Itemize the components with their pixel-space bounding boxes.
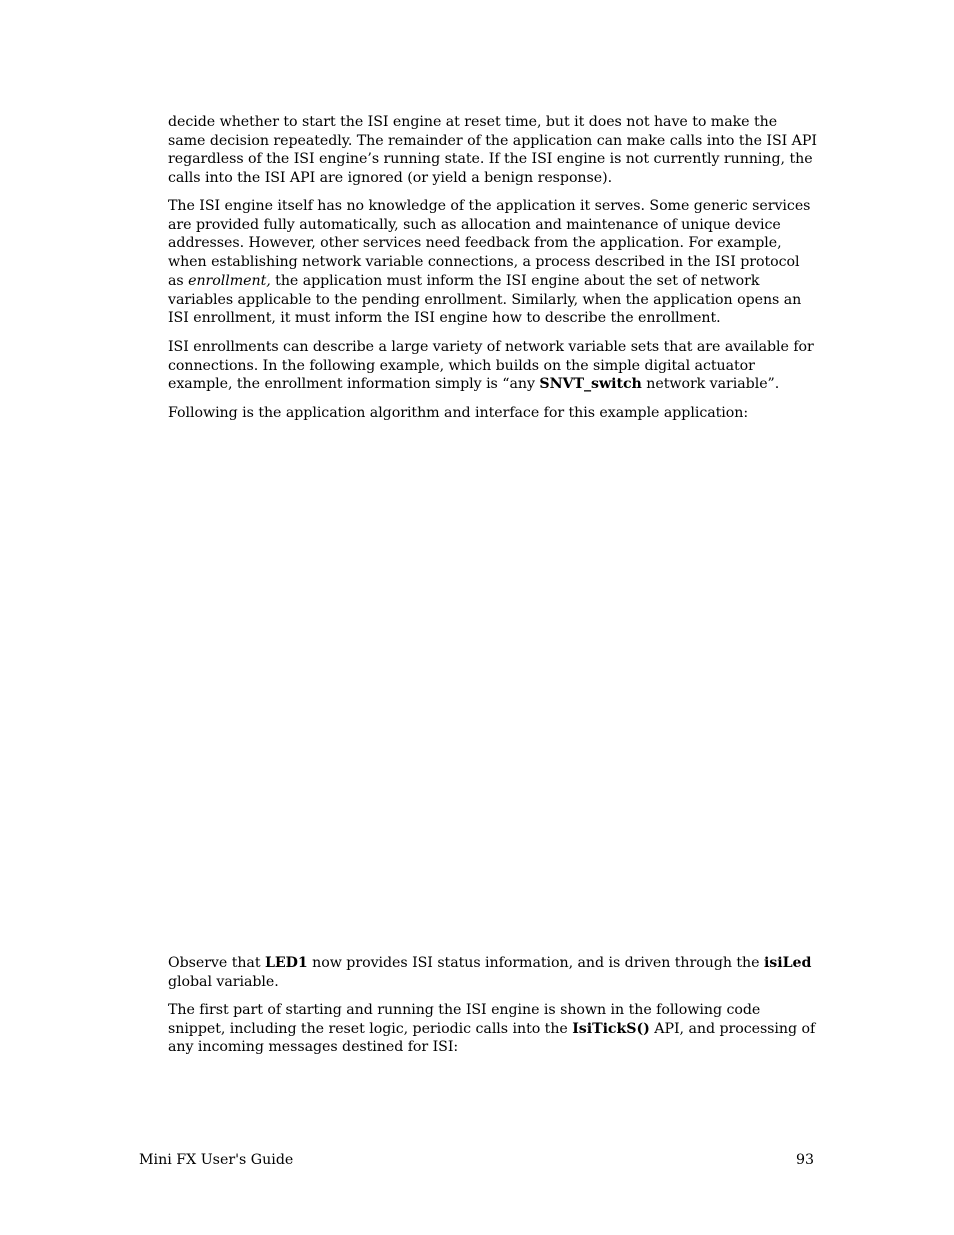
strong-isiticks: IsiTickS() — [572, 1020, 650, 1037]
strong-snvt-switch: SNVT_switch — [539, 376, 642, 393]
paragraph-text: now provides ISI status information, and is driven through the — [307, 955, 764, 971]
emphasis-enrollment: enrollment, — [188, 272, 271, 289]
paragraph-text: The ISI engine itself has no knowledge of the application it serves. Some generic services are provided fully automatically, such as allocation and maintenance of unique device addresses. However, other services need feedback from the application. For example, when establishing network variable connections, a process described in the ISI protocol as — [168, 198, 811, 289]
paragraph-text: The first part of starting and running the ISI engine is shown in the following code snippet, including the reset logic, periodic calls into the — [168, 1002, 761, 1037]
paragraph-text: network variable”. — [641, 376, 780, 393]
strong-led1: LED1 — [264, 955, 308, 971]
paragraph-isi-enrollments — [168, 338, 818, 394]
paragraph-text: the application must inform the ISI engine about the set of network variables applicable to the pending enrollment. Similarly, when the application opens an ISI enrollment, it must inform the ISI engine how to describe the enrollment. — [168, 272, 802, 327]
paragraph-text: Observe that — [168, 955, 265, 971]
strong-isiled: isiLed — [763, 955, 812, 971]
paragraph-text: global variable. — [168, 973, 279, 990]
paragraph-led1-status — [168, 954, 818, 991]
figure-area — [168, 436, 818, 941]
footer-page-number: 93 — [795, 1152, 814, 1168]
paragraph-text: ISI enrollments can describe a large variety of network variable sets that are available for connections. In the following example, which builds on the simple digital actuator example, the enrollment information simply is “any — [168, 339, 814, 393]
paragraph-isi-engine-reset: decide whether to start the ISI engine at reset time, but it does not have to make the same decision repeatedly. The remainder of the application can make calls into the ISI API regardless of the ISI engine’s running state. If the ISI engine is not currently running, the calls into the ISI API are ignored (or yield a benign response). — [168, 114, 817, 187]
footer-document-title: Mini FX User's Guide — [139, 1152, 294, 1168]
paragraph-algorithm-intro: Following is the application algorithm and interface for this example application: — [168, 405, 749, 421]
paragraph-text: API, and processing of any incoming messages destined for ISI: — [168, 1020, 816, 1056]
paragraph-isi-engine-knowledge — [168, 197, 818, 328]
paragraph-isi-engine-start — [168, 1001, 818, 1057]
